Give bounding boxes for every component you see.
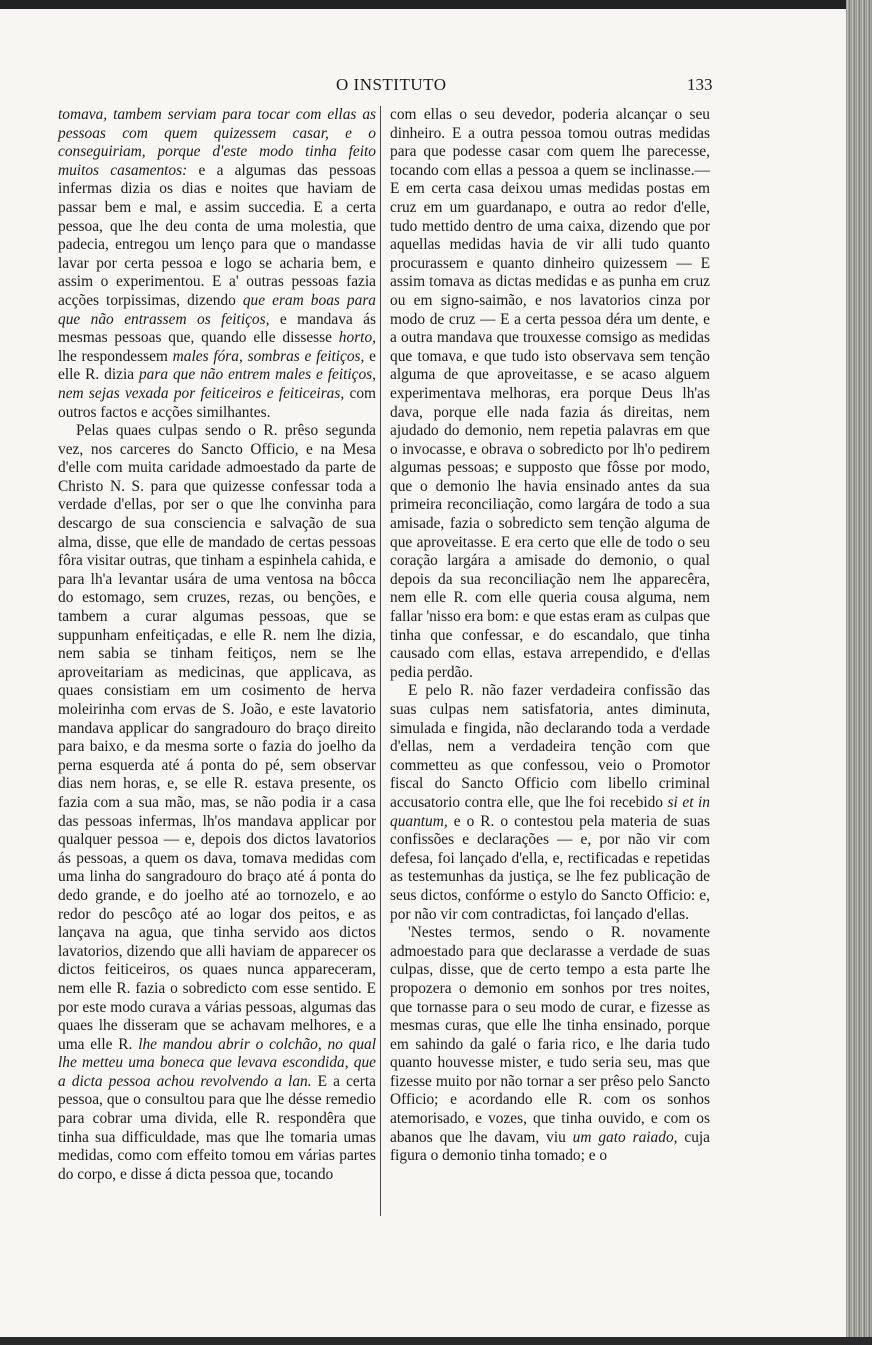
paragraph <box>58 106 376 422</box>
left-column <box>58 106 376 1184</box>
book-spine-edge <box>846 0 872 1345</box>
column-rule <box>380 106 381 1216</box>
body-text: E pelo R. não fazer verdadeira confissão das suas culpas nem satisfatoria, antes diminuta, simulada e fingida, não declarando toda a verdade d'ellas, nem a verdadeira tenção com que commetteu as que confessou, veio o Promotor fiscal do Sancto Officio com libello criminal accusatorio contra elle, que lhe foi recebido <box>390 682 710 811</box>
italic-text: tomava, tambem serviam para tocar com ellas as pessoas com quem quizessem casar, e o conseguiriam, porque d'este modo tinha feito muitos casamentos: <box>58 106 376 179</box>
body-text: e elle R. dizia <box>58 347 376 384</box>
body-text: 'Nestes termos, sendo o R. novamente admoestado para que declarasse a verdade de suas culpas, disse, que de certo tempo a esta parte lhe propozera o demonio em sonhos por tres noites, que tornasse para o seu modo de curar, e fizesse as mesmas curas, que elle lhe tinha ensinado, porque em sahindo da galé o faria rico, e lhe daria tudo quanto houvesse mister, e tudo seria seu, mas que fizesse muito por não tornar a ser prêso pelo Sancto Officio; e acordando elle R. com os sonhos atemorisado, e vozes, que tinha ouvido, e com os abanos que lhe davam, viu <box>390 924 710 1146</box>
body-text: e mandava ás mesmas pessoas que, quando elle dissesse <box>58 310 376 347</box>
paragraph <box>58 422 376 1184</box>
body-text: lhe respondessem <box>58 347 173 365</box>
book-page <box>0 9 846 1337</box>
italic-text: lhe mandou abrir o colchão, no qual lhe metteu uma boneca que levava escondida, que a dicta pessoa achou revolvendo a lan. <box>58 1035 376 1090</box>
italic-text: horto, <box>338 329 376 347</box>
top-border <box>0 0 872 9</box>
page-title: O INSTITUTO <box>336 75 447 94</box>
body-text: Pelas quaes culpas sendo o R. prêso segunda vez, nos carceres do Sancto Officio, e na Mesa d'elle com muita caridade admoestado da parte de Christo N. S. para que quizesse confessar toda a verdade d'ellas, por ser o que lhe convinha para descargo de sua consciencia e salvação de sua alma, disse, que elle de mandado de certas pessoas fôra visitar outras, que tinham a espinhela cahida, e para lh'a levantar usára de uma ventosa na bôcca do estomago, sem cruzes, rezas, ou benções, e tambem a curar algumas pessoas, que se suppunham enfeitiçadas, e elle R. nem lhe dizia, nem sabia se tinham feitiços, nem se lhe aproveitariam as medicinas, que applicava, as quaes consistiam em um cosimento de herva moleirinha com ervas de S. João, e este lavatorio mandava applicar do sangradouro do braço direito para baixo, e da mesma sorte o fazia do joelho da perna esquerda até á ponta do pé, sem observar dias nem horas, e, se elle R. estava presente, os fazia com a sua mão, mas, se não podia ir a casa das pessoas infermas, lh'os mandava applicar por qualquer pessoa — e, depois dos dictos lavatorios ás pessoas, a quem os dava, tomava medidas com uma linha do sangradouro do braço até á ponta do dedo grande, e do joelho até ao tornozelo, e ao redor do pescôço até ao logar dos peitos, e as lançava na agua, que tinha servido aos dictos lavatorios, dizendo que alli haviam de apparecer os dictos feiticeiros, os quaes nunca appareceram, nem elle R. fazia o sobredicto com esse sentido. E por este modo curava a várias pessoas, algumas das quaes lhe disseram que se achavam melhores, e a uma elle R. <box>58 422 376 1053</box>
running-head <box>0 75 846 105</box>
italic-text: um gato raiado, <box>572 1128 678 1146</box>
italic-text: que eram boas para que não entrassem os feitiços, <box>58 291 376 328</box>
bottom-border <box>0 1337 872 1345</box>
body-text: e o R. o contestou pela materia de suas confissões e declarações — e, por não vir com defesa, foi lançado d'ella, e, rectificadas e repetidas as testemunhas da justiça, se lhe fez publicação de seus dictos, confórme o estylo do Sancto Officio: e, por não vir com contradictas, foi lançado d'ellas. <box>390 812 710 923</box>
body-text: cuja figura o demonio tinha tomado; e o <box>390 1128 710 1165</box>
italic-text: para que não entrem males e feitiços, nem sejas vexada por feiticeiros e feiticeiras, <box>58 366 377 402</box>
right-column <box>390 106 710 1166</box>
paragraph <box>390 924 710 1166</box>
body-text: e a algumas das pessoas infermas dizia os dias e noites que haviam de passar bem e mal, e assim succedia. E a certa pessoa, que lhe deu conta de uma molestia, que padecia, entregou um lenço para que o mandasse lavar por certa pessoa e logo se acharia bem, e assim o experimentou. E a' outras pessoas fazia acções torpissimas, dizendo <box>58 161 376 309</box>
italic-text: males fóra, sombras e feitiços, <box>172 347 365 365</box>
paragraph <box>390 682 710 924</box>
page-number: 133 <box>687 75 713 94</box>
body-text: com outros factos e acções similhantes. <box>58 384 376 421</box>
paragraph: com ellas o seu devedor, poderia alcançar o seu dinheiro. E a outra pessoa tomou outras medidas para que podesse casar com quem lhe parecesse, tocando com ellas a pessoa a quem se inclinasse.— E em certa casa deixou umas medidas postas em cruz em um guardanapo, e outra ao redor d'elle, tudo mettido dentro de uma caixa, dizendo que por aquellas medidas havia de vir alli tudo quanto procurassem e quanto dinheiro quizessem — E assim tomava as dictas medidas e as punha em cruz ou em signo-saimão, e nos lavatorios cinza por modo de cruz — E a certa pessoa déra um dente, e a outra mandava que trouxesse comsigo as medidas que tomava, e que tudo isto observava sem tenção alguma de que aproveitasse, e se acaso alguem experimentava melhoras, era porque Deus lh'as dava, porque elle nada fazia ás direitas, nem ajudado do demonio, nem repetia palavras em que o invocasse, e obrava o sobredicto por lh'o pedirem algumas pessoas; e supposto que fôsse por modo, que o demonio lhe havia ensinado antes da sua primeira reconciliação, como largára de todo a sua amisade, fazia o sobredicto sem tenção alguma de que aproveitasse. E era certo que elle de todo o seu coração largára a amisade do demonio, o qual depois da sua reconciliação nem lhe apparecêra, nem elle R. com elle queria cousa alguma, nem fallar 'nisso era bom: e que estas eram as culpas que tinha que confessar, e do escandalo, que tinha causado com ellas, estava arrependido, e d'ellas pedia perdão. <box>390 106 710 681</box>
italic-text: si et in quantum, <box>390 793 710 830</box>
body-text: E a certa pessoa, que o consultou para que lhe désse remedio para cobrar uma divida, elle R. respondêra que tinha sua difficuldade, mas que lhe tomaria umas medidas, como com effeito tomou em várias partes do corpo, e disse á dicta pessoa que, tocando <box>58 1072 376 1183</box>
